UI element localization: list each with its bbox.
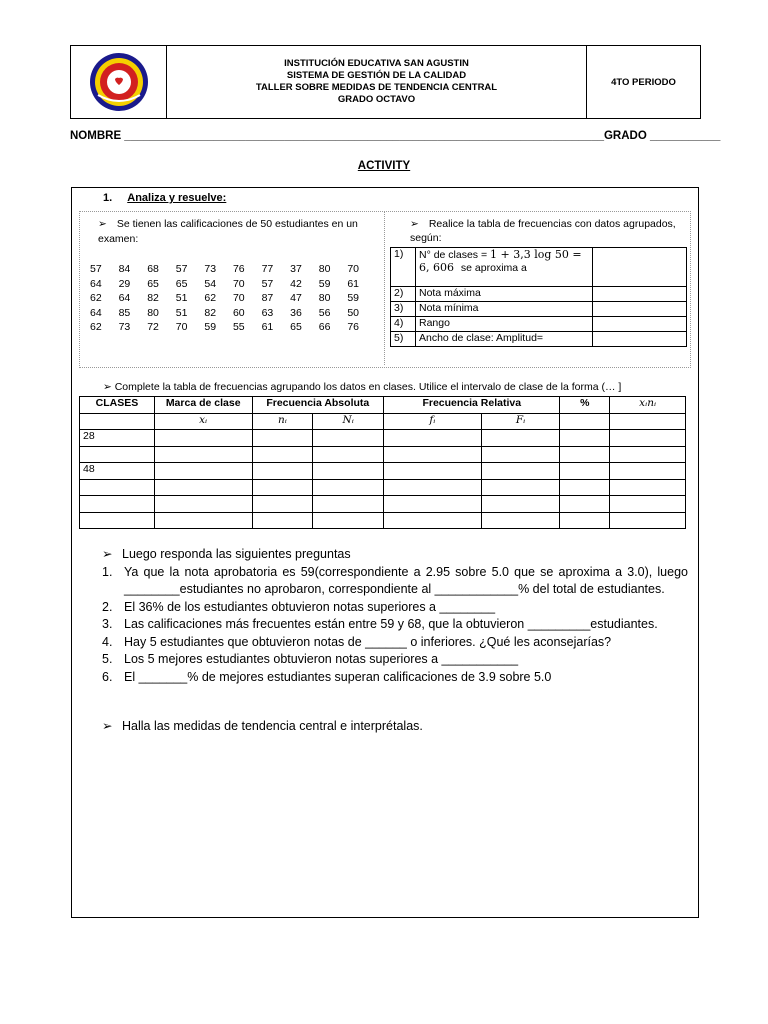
question-text: Las calificaciones más frecuentes están entre 59 y 68, que la obtuvieron _________estudiantes. [124, 617, 658, 631]
sub-empty [610, 413, 686, 430]
answer-cell[interactable] [610, 496, 686, 513]
grade-value: 76 [232, 263, 245, 275]
grade-value: 37 [290, 263, 302, 275]
answer-cell[interactable] [313, 512, 384, 529]
param-num: 2) [391, 287, 416, 302]
sub-empty [560, 413, 610, 430]
param-tail: se aproxima a [460, 262, 527, 274]
activity-title: ACTIVITY [357, 160, 411, 172]
grade-value: 87 [261, 292, 274, 304]
question-text: Los 5 mejores estudiantes obtuvieron notas superiores a ___________ [124, 652, 519, 666]
questions-intro-text: Luego responda las siguientes preguntas [122, 547, 351, 561]
grade-value: 70 [232, 292, 245, 304]
grades-row [90, 320, 376, 335]
grade-value: 80 [318, 292, 331, 304]
answer-cell[interactable] [313, 430, 384, 447]
answer-cell[interactable] [313, 446, 384, 463]
question-item [102, 599, 688, 617]
answer-cell[interactable] [610, 512, 686, 529]
class-interval-cell[interactable]: 28 [80, 430, 155, 447]
question-text: El _______% de mejores estudiantes superan calificaciones de 3.9 sobre 5.0 [124, 669, 552, 684]
grade-value: 50 [347, 306, 360, 319]
answer-cell[interactable] [252, 512, 313, 529]
param-formula-result: 6, 606 [419, 261, 454, 274]
question-item [102, 651, 688, 669]
section-number: 1. [103, 192, 113, 204]
grades-grid [90, 262, 376, 335]
grade-value: 73 [118, 321, 131, 333]
answer-cell[interactable] [154, 496, 252, 513]
grade-value: 63 [261, 306, 274, 319]
frequency-row [80, 479, 686, 496]
question-number: 1. [102, 564, 113, 579]
answer-cell[interactable] [610, 463, 686, 480]
grade-value: 82 [204, 306, 217, 319]
grade-value: 29 [118, 277, 131, 290]
answer-cell[interactable] [481, 430, 560, 447]
left-panel-text [98, 217, 378, 247]
param-row [391, 287, 687, 302]
answer-cell[interactable] [313, 479, 384, 496]
right-panel-statement: Realice la tabla de frecuencias con datos agrupados, según: [410, 218, 676, 244]
answer-cell[interactable] [560, 512, 610, 529]
param-label-text: N° de clases = [419, 249, 488, 261]
answer-cell[interactable] [481, 446, 560, 463]
grade-value: 85 [118, 306, 131, 319]
answer-cell[interactable] [560, 479, 610, 496]
param-answer-cell[interactable] [593, 248, 687, 287]
grade-value: 84 [118, 263, 131, 275]
col-frec-absoluta: Frecuencia Absoluta [252, 397, 384, 414]
question-number: 2. [102, 599, 113, 614]
section-title: Analiza y resuelve: [127, 192, 227, 204]
school-crest-icon [88, 51, 150, 113]
class-interval-cell[interactable] [80, 479, 155, 496]
col-frec-relativa: Frecuencia Relativa [384, 397, 560, 414]
grade-value: 70 [175, 321, 188, 333]
header-title-block [167, 46, 587, 118]
grade-value: 68 [147, 263, 159, 275]
param-answer-cell[interactable] [593, 287, 687, 302]
question-text: Ya que la nota aprobatoria es 59(correspondiente a 2.95 sobre 5.0 que se aproxima a 3.0), luego ________estudiantes no aprobaron, correspondiente al ____________% del total de estudiantes. [124, 564, 688, 596]
question-text: El 36% de los estudiantes obtuvieron notas superiores a ________ [124, 599, 496, 614]
sub-Fi: Fᵢ [481, 413, 560, 430]
answer-cell[interactable] [560, 463, 610, 480]
right-panel-text [410, 217, 690, 245]
sub-fi: fᵢ [384, 413, 482, 430]
grade-value: 70 [232, 277, 245, 290]
frequency-row [80, 463, 686, 480]
grade-value: 77 [261, 263, 274, 275]
answer-cell[interactable] [560, 446, 610, 463]
grade-value: 57 [261, 277, 274, 290]
question-number: 5. [102, 652, 113, 666]
param-row [391, 302, 687, 317]
grade-value: 51 [175, 306, 188, 319]
frequency-table [79, 396, 686, 529]
answer-cell[interactable] [384, 496, 482, 513]
param-row [391, 332, 687, 347]
col-percent: % [560, 397, 610, 414]
grade-value: 61 [261, 321, 274, 333]
answer-cell[interactable] [252, 430, 313, 447]
grade-value: 60 [232, 306, 245, 319]
answer-cell[interactable] [610, 430, 686, 447]
grade-value: 72 [147, 321, 159, 333]
grades-row [90, 262, 376, 277]
param-answer-cell[interactable] [593, 302, 687, 317]
grade-value: 62 [90, 292, 102, 304]
answer-cell[interactable] [384, 463, 482, 480]
grade-value: 65 [147, 277, 159, 290]
param-num: 5) [391, 332, 416, 347]
grade-value: 65 [290, 321, 302, 333]
final-task [102, 718, 423, 733]
answer-cell[interactable] [154, 430, 252, 447]
arrow-icon: ➢ [410, 218, 419, 230]
grade-value: 65 [175, 277, 188, 290]
question-text: Hay 5 estudiantes que obtuvieron notas de ______ o inferiores. ¿Qué les aconsejarías? [124, 634, 612, 649]
answer-cell[interactable] [560, 496, 610, 513]
header-line-2: SISTEMA DE GESTIÓN DE LA CALIDAD [286, 70, 467, 81]
grades-row [90, 277, 376, 292]
grade-value: 59 [347, 292, 360, 304]
answer-cell[interactable] [610, 446, 686, 463]
param-num: 1) [391, 248, 416, 287]
col-marca: Marca de clase [154, 397, 252, 414]
grade-value: 57 [90, 263, 102, 275]
frequency-row [80, 512, 686, 529]
param-label [416, 248, 593, 287]
section-heading [103, 192, 226, 204]
answer-cell[interactable] [481, 512, 560, 529]
grade-value: 73 [204, 263, 217, 275]
questions-list [102, 564, 688, 687]
answer-cell[interactable] [560, 430, 610, 447]
grade-value: 59 [204, 321, 217, 333]
header-line-1: INSTITUCIÓN EDUCATIVA SAN AGUSTIN [284, 58, 469, 69]
answer-cell[interactable] [252, 496, 313, 513]
param-answer-cell[interactable] [593, 317, 687, 332]
param-answer-cell[interactable] [593, 332, 687, 347]
class-interval-cell[interactable] [80, 446, 155, 463]
answer-cell[interactable] [154, 446, 252, 463]
frequency-row [80, 496, 686, 513]
header-period: 4TO PERIODO [611, 76, 676, 88]
frequency-row [80, 446, 686, 463]
frequency-header-row [80, 397, 686, 414]
left-panel-statement: Se tienen las calificaciones de 50 estudiantes en un examen: [98, 218, 358, 245]
answer-cell[interactable] [252, 463, 313, 480]
class-interval-cell[interactable] [80, 512, 155, 529]
grade-value: 62 [90, 321, 102, 333]
sub-empty [80, 413, 155, 430]
grade-value: 61 [347, 277, 360, 290]
grade-value: 64 [90, 277, 102, 290]
param-label: Rango [416, 317, 593, 332]
grade-value: 80 [147, 306, 159, 319]
answer-cell[interactable] [154, 479, 252, 496]
answer-cell[interactable] [154, 463, 252, 480]
grade-value: 82 [147, 292, 159, 304]
grade-value: 36 [290, 306, 302, 319]
param-row [391, 248, 687, 287]
nombre-grado-line[interactable]: NOMBRE ___________________________________________________________________________GRADO ___________ [70, 130, 721, 142]
questions-block [102, 546, 688, 686]
answer-cell[interactable] [252, 446, 313, 463]
answer-cell[interactable] [384, 430, 482, 447]
class-params-table [390, 247, 687, 347]
header-line-3: TALLER SOBRE MEDIDAS DE TENDENCIA CENTRAL [255, 82, 498, 93]
school-logo [71, 46, 167, 118]
final-task-text: Halla las medidas de tendencia central e interprétalas. [122, 719, 423, 733]
question-item [102, 634, 688, 652]
grade-value: 47 [290, 292, 302, 304]
question-item [102, 669, 688, 687]
frequency-row [80, 430, 686, 447]
col-clases: CLASES [80, 397, 155, 414]
answer-cell[interactable] [384, 512, 482, 529]
question-number: 4. [102, 634, 113, 649]
param-num: 4) [391, 317, 416, 332]
arrow-icon: ➢ [98, 218, 107, 230]
grade-value: 51 [175, 292, 188, 304]
answer-cell[interactable] [610, 479, 686, 496]
grade-value: 62 [204, 292, 217, 304]
grade-value: 76 [347, 321, 360, 333]
class-interval-cell[interactable]: 48 [80, 463, 155, 480]
grade-value: 64 [118, 292, 131, 304]
questions-intro [102, 546, 688, 564]
panel-divider [384, 212, 385, 365]
param-row [391, 317, 687, 332]
answer-cell[interactable] [481, 479, 560, 496]
answer-cell[interactable] [313, 463, 384, 480]
arrow-icon: ➢ [102, 719, 113, 733]
grades-row [90, 291, 376, 306]
grade-value: 59 [318, 277, 331, 290]
question-number: 3. [102, 617, 113, 631]
answer-cell[interactable] [154, 512, 252, 529]
question-item [102, 564, 688, 599]
frequency-body [80, 430, 686, 529]
grade-value: 70 [347, 263, 360, 275]
answer-cell[interactable] [384, 479, 482, 496]
arrow-icon: ➢ [102, 547, 113, 561]
grade-value: 54 [204, 277, 217, 290]
answer-cell[interactable] [384, 446, 482, 463]
header-line-4: GRADO OCTAVO [337, 94, 416, 105]
sub-xi: xᵢ [154, 413, 252, 430]
class-interval-cell[interactable] [80, 496, 155, 513]
grade-value: 56 [318, 306, 331, 319]
grade-value: 80 [318, 263, 331, 275]
answer-cell[interactable] [252, 479, 313, 496]
question-number: 6. [102, 669, 113, 684]
param-formula: 1 + 3,3 log 50 = [490, 248, 582, 261]
complete-instruction: ➢ Complete la tabla de frecuencias agrupando los datos en clases. Utilice el intervalo de clase de la forma (… ] [103, 381, 622, 393]
sub-Ni: Nᵢ [313, 413, 384, 430]
grade-value: 57 [175, 263, 188, 275]
param-label: Ancho de clase: Amplitud= [416, 332, 593, 347]
grades-row [90, 306, 376, 321]
grade-value: 66 [318, 321, 331, 333]
param-label: Nota mínima [416, 302, 593, 317]
grade-value: 64 [90, 306, 102, 319]
grade-value: 42 [290, 277, 302, 290]
param-label: Nota máxima [416, 287, 593, 302]
param-num: 3) [391, 302, 416, 317]
col-xini: xᵢnᵢ [610, 397, 686, 414]
question-item [102, 616, 688, 634]
grade-value: 55 [232, 321, 245, 333]
answer-cell[interactable] [481, 496, 560, 513]
sub-ni: nᵢ [252, 413, 313, 430]
document-header [70, 45, 701, 119]
answer-cell[interactable] [481, 463, 560, 480]
frequency-subheader-row [80, 413, 686, 430]
answer-cell[interactable] [313, 496, 384, 513]
